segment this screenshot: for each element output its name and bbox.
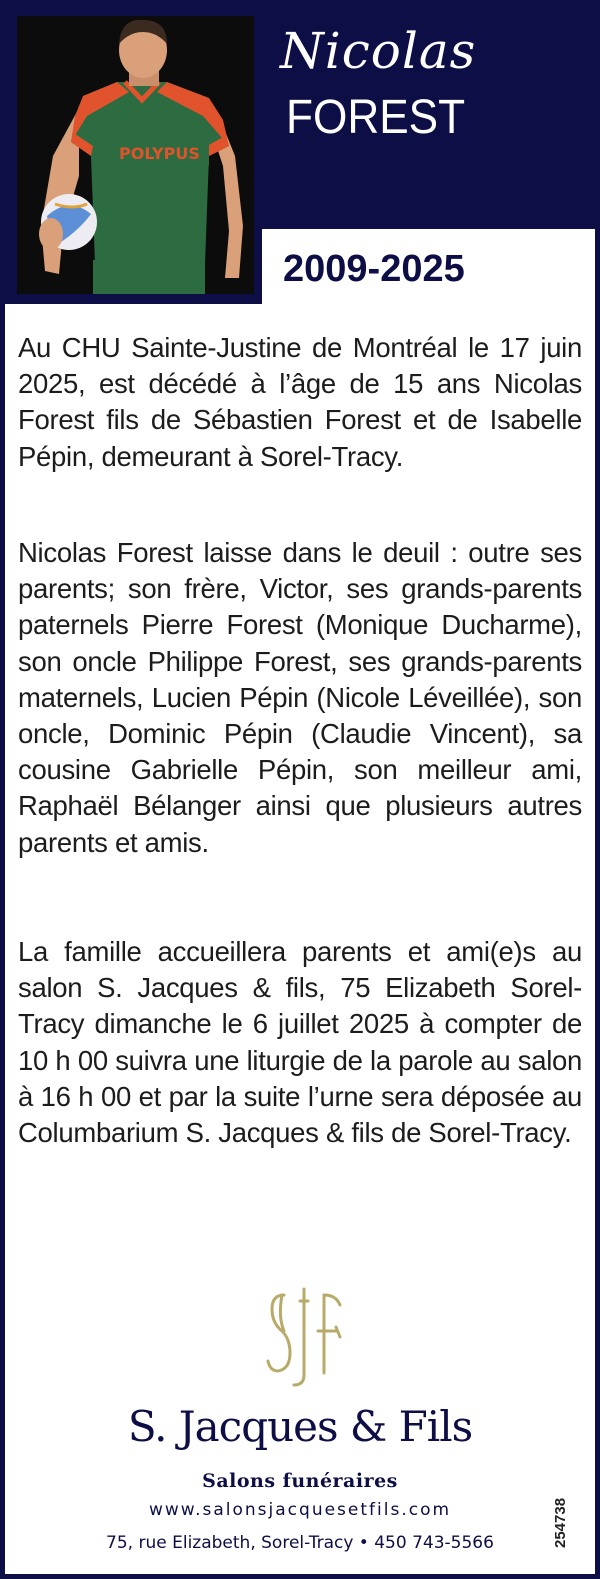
funeral-home-address: 75, rue Elizabeth, Sorel-Tracy • 450 743-5566: [106, 1533, 494, 1553]
sjf-monogram-logo: [262, 1287, 346, 1389]
funeral-home-name: S. Jacques & Fils: [127, 1402, 473, 1451]
funeral-home-subtitle: Salons funéraires: [202, 1470, 398, 1492]
death-announcement-paragraph: Au CHU Sainte-Justine de Montréal le 17 juin 2025, est décédé à l’âge de 15 ans Nicolas Forest fils de Sébastien Forest et de Isabelle Pépin, demeurant à Sorel-Tracy.: [18, 332, 582, 472]
first-name: Nicolas: [280, 22, 477, 80]
survivors-paragraph: Nicolas Forest laisse dans le deuil : outre ses parents; son frère, Victor, ses grands-parents paternels Pierre Forest (Monique Ducharme), son oncle Philippe Forest, ses grands-parents maternels, Lucien Pépin (Nicole Léveillée), son oncle, Dominic Pépin (Claudie Vincent), sa cousine Gabrielle Pépin, son meilleur ami, Raphaël Bélanger ainsi que plusieurs autres parents et amis.: [18, 537, 582, 858]
last-name: FOREST: [286, 91, 466, 144]
visitation-paragraph: La famille accueillera parents et ami(e)s au salon S. Jacques & fils, 75 Elizabeth Sorel-Tracy dimanche le 6 juillet 2025 à compter de 10 h 00 suivra une liturgie de la parole au salon à 16 h 00 et par la suite l’urne sera déposée au Columbarium S. Jacques & fils de Sorel-Tracy.: [18, 936, 582, 1149]
portrait-photo: [17, 16, 254, 294]
years-of-life: 2009-2025: [283, 248, 465, 290]
portrait-illustration: [17, 16, 254, 294]
funeral-home-website[interactable]: www.salonsjacquesetfils.com: [148, 1500, 452, 1520]
ad-reference-number: 254738: [552, 1497, 569, 1548]
jersey-logo-text: POLYPUS: [119, 144, 200, 163]
